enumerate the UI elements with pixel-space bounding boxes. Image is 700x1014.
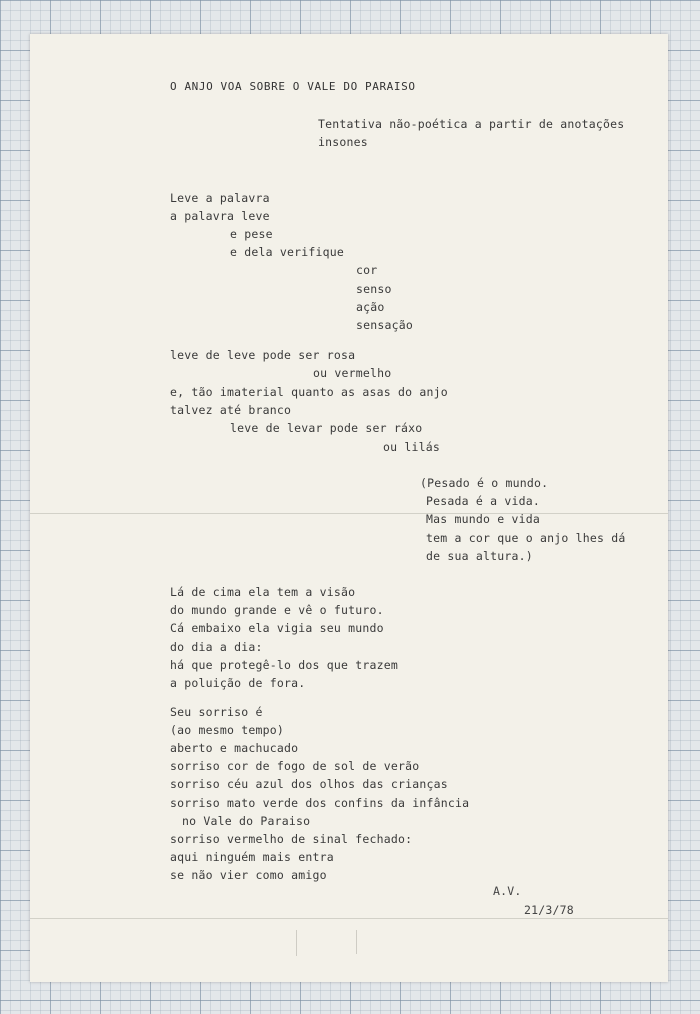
subtitle-line: Tentativa não-poética a partir de anotações bbox=[318, 117, 625, 131]
poem-line: há que protegê-lo dos que trazem bbox=[170, 658, 398, 672]
fold-line bbox=[30, 513, 668, 514]
poem-line: aqui ninguém mais entra bbox=[170, 850, 334, 864]
poem-line: Mas mundo e vida bbox=[426, 512, 540, 526]
poem-line: leve de leve pode ser rosa bbox=[170, 348, 356, 362]
poem-line: aberto e machucado bbox=[170, 741, 299, 755]
poem-line: talvez até branco bbox=[170, 403, 292, 417]
poem-line: sorriso cor de fogo de sol de verão bbox=[170, 759, 420, 773]
poem-line: sensação bbox=[356, 318, 413, 332]
poem-line: Pesada é a vida. bbox=[426, 494, 540, 508]
poem-line: no Vale do Paraiso bbox=[182, 814, 311, 828]
poem-line: Seu sorriso é bbox=[170, 705, 263, 719]
poem-line: ou vermelho bbox=[313, 366, 392, 380]
poem-line: leve de levar pode ser ráxo bbox=[230, 421, 423, 435]
poem-line: ação bbox=[356, 300, 385, 314]
poem-line: do mundo grande e vê o futuro. bbox=[170, 603, 384, 617]
poem-line: sorriso vermelho de sinal fechado: bbox=[170, 832, 413, 846]
poem-line: ou lilás bbox=[383, 440, 440, 454]
poem-line: cor bbox=[356, 263, 378, 277]
poem-line: e pese bbox=[230, 227, 273, 241]
poem-line: do dia a dia: bbox=[170, 640, 263, 654]
poem-line: tem a cor que o anjo lhes dá bbox=[426, 531, 626, 545]
poem-line: de sua altura.) bbox=[426, 549, 533, 563]
poem-line: (Pesado é o mundo. bbox=[420, 476, 549, 490]
poem-line: Leve a palavra bbox=[170, 191, 270, 205]
poem-line: (ao mesmo tempo) bbox=[170, 723, 284, 737]
poem-line: senso bbox=[356, 282, 392, 296]
fold-line bbox=[30, 918, 668, 919]
paper-tear bbox=[356, 930, 357, 954]
document-title: O ANJO VOA SOBRE O VALE DO PARAISO bbox=[170, 80, 416, 93]
date: 21/3/78 bbox=[524, 903, 574, 917]
poem-line: a palavra leve bbox=[170, 209, 270, 223]
signature: A.V. bbox=[493, 884, 522, 898]
poem-line: Cá embaixo ela vigia seu mundo bbox=[170, 621, 384, 635]
poem-line: se não vier como amigo bbox=[170, 868, 327, 882]
poem-line: e, tão imaterial quanto as asas do anjo bbox=[170, 385, 448, 399]
paper-tear bbox=[296, 930, 297, 956]
subtitle-line: insones bbox=[318, 135, 368, 149]
poem-line: sorriso mato verde dos confins da infância bbox=[170, 796, 470, 810]
poem-line: sorriso céu azul dos olhos das crianças bbox=[170, 777, 448, 791]
poem-line: a poluição de fora. bbox=[170, 676, 306, 690]
poem-line: e dela verifique bbox=[230, 245, 344, 259]
poem-line: Lá de cima ela tem a visão bbox=[170, 585, 356, 599]
